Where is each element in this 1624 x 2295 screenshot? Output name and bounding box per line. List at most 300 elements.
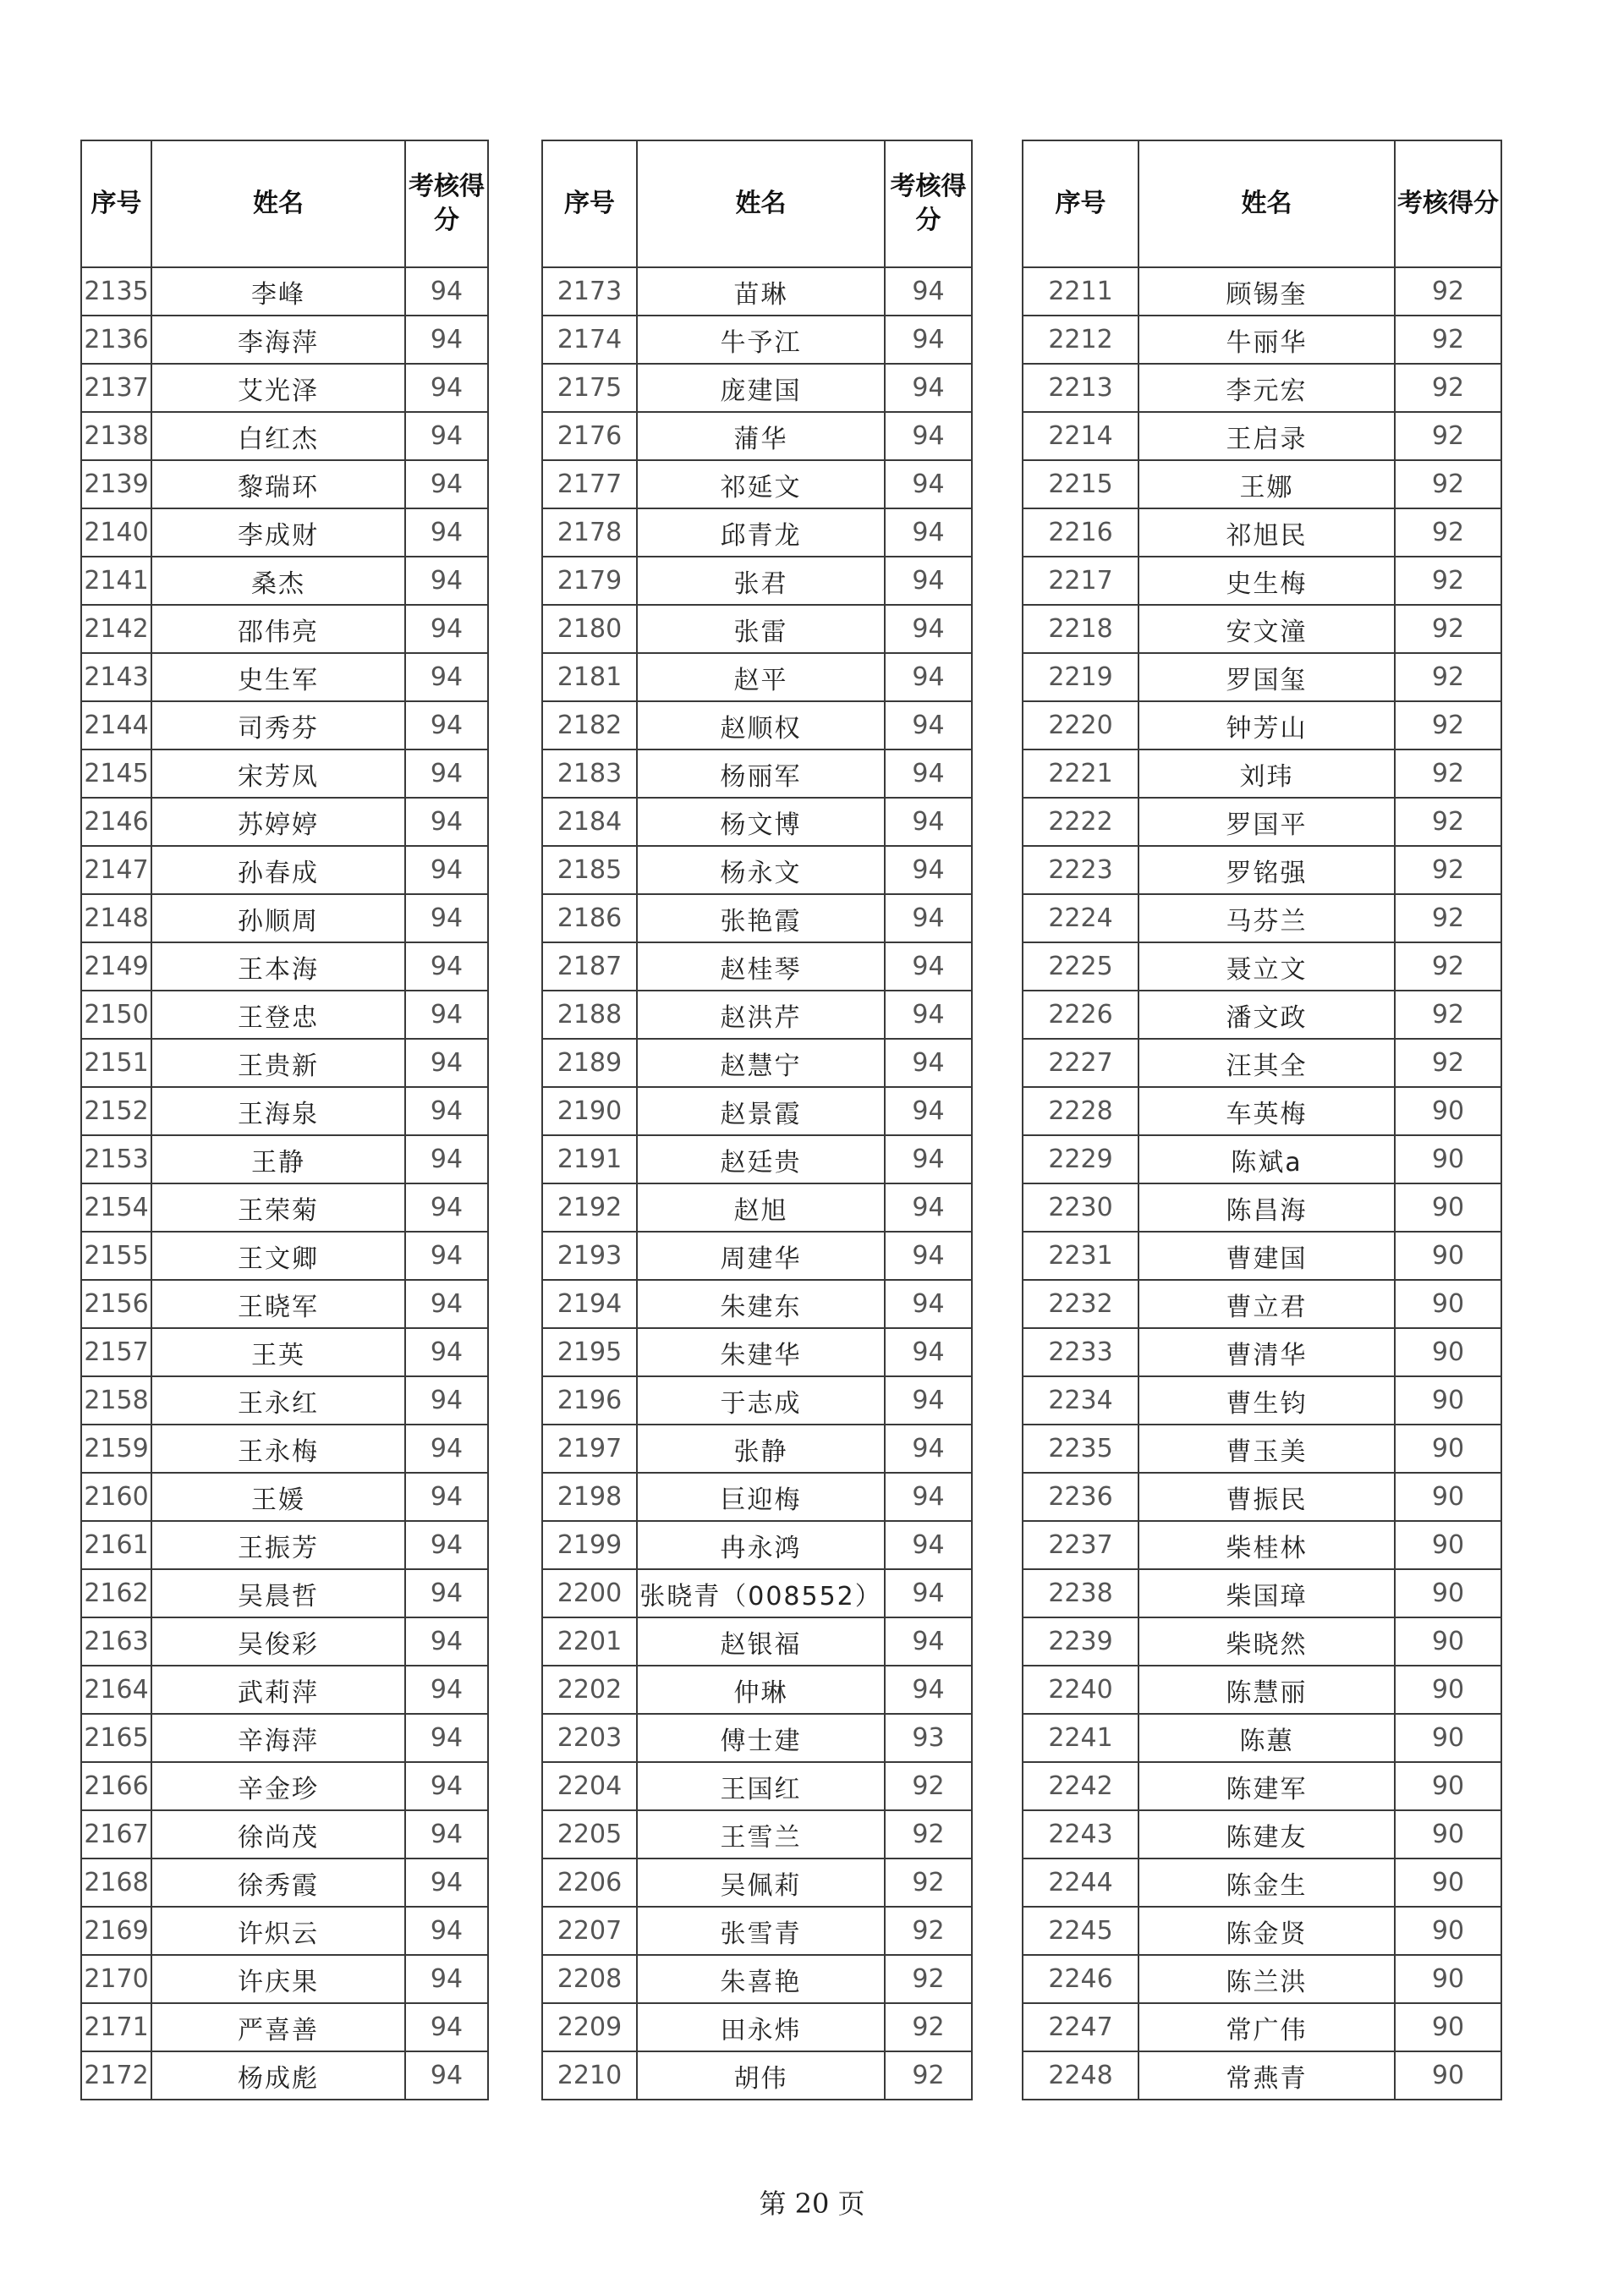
row-name: 张晓青（008552） <box>637 1569 885 1617</box>
row-score: 90 <box>1395 2051 1501 2100</box>
row-name: 辛海萍 <box>151 1714 405 1762</box>
row-name: 曹振民 <box>1138 1473 1395 1521</box>
row-seq: 2156 <box>81 1280 151 1328</box>
row-score: 94 <box>405 267 488 316</box>
row-name: 司秀芬 <box>151 701 405 749</box>
header-row <box>1023 140 1501 267</box>
row-seq: 2200 <box>542 1569 637 1617</box>
row-score: 90 <box>1395 1762 1501 1810</box>
row-seq: 2176 <box>542 412 637 460</box>
row-name: 王媛 <box>151 1473 405 1521</box>
row-score: 94 <box>405 2003 488 2051</box>
row-seq: 2137 <box>81 364 151 412</box>
row-score: 92 <box>1395 894 1501 942</box>
row-name: 田永炜 <box>637 2003 885 2051</box>
row-seq: 2185 <box>542 846 637 894</box>
table-row <box>542 1135 972 1183</box>
row-score: 94 <box>405 460 488 508</box>
row-score: 94 <box>405 1328 488 1376</box>
row-seq: 2199 <box>542 1521 637 1569</box>
row-seq: 2163 <box>81 1617 151 1666</box>
table-row <box>81 701 488 749</box>
table-row <box>81 1425 488 1473</box>
row-seq: 2210 <box>542 2051 637 2100</box>
row-seq: 2177 <box>542 460 637 508</box>
row-seq: 2245 <box>1023 1907 1138 1955</box>
row-seq: 2161 <box>81 1521 151 1569</box>
row-name: 朱建东 <box>637 1280 885 1328</box>
row-seq: 2142 <box>81 605 151 653</box>
row-seq: 2223 <box>1023 846 1138 894</box>
row-score: 94 <box>405 1425 488 1473</box>
row-score: 92 <box>885 1810 972 1859</box>
row-score: 94 <box>885 1521 972 1569</box>
row-name: 陈建友 <box>1138 1810 1395 1859</box>
table-row <box>1023 1907 1501 1955</box>
row-seq: 2157 <box>81 1328 151 1376</box>
row-seq: 2153 <box>81 1135 151 1183</box>
row-name: 王振芳 <box>151 1521 405 1569</box>
row-seq: 2141 <box>81 557 151 605</box>
table-row <box>1023 2003 1501 2051</box>
row-seq: 2224 <box>1023 894 1138 942</box>
row-score: 94 <box>885 1617 972 1666</box>
table-row <box>81 1280 488 1328</box>
row-seq: 2205 <box>542 1810 637 1859</box>
header-row <box>81 140 488 267</box>
row-name: 陈蕙 <box>1138 1714 1395 1762</box>
table-row <box>1023 1087 1501 1135</box>
row-name: 陈兰洪 <box>1138 1955 1395 2003</box>
table-row <box>81 2051 488 2100</box>
row-score: 94 <box>885 653 972 701</box>
row-seq: 2182 <box>542 701 637 749</box>
row-name: 罗国玺 <box>1138 653 1395 701</box>
row-name: 吴佩莉 <box>637 1859 885 1907</box>
table-row <box>1023 1955 1501 2003</box>
row-score: 90 <box>1395 1617 1501 1666</box>
table-row <box>1023 798 1501 846</box>
row-score: 94 <box>885 412 972 460</box>
row-seq: 2159 <box>81 1425 151 1473</box>
row-name: 常燕青 <box>1138 2051 1395 2100</box>
header-seq: 序号 <box>81 140 151 267</box>
table-row <box>1023 1569 1501 1617</box>
row-seq: 2217 <box>1023 557 1138 605</box>
row-score: 94 <box>405 846 488 894</box>
score-table-3 <box>1022 140 1502 2100</box>
row-score: 90 <box>1395 1280 1501 1328</box>
row-seq: 2232 <box>1023 1280 1138 1328</box>
table-row <box>542 267 972 316</box>
row-name: 宋芳凤 <box>151 749 405 798</box>
table-row <box>1023 605 1501 653</box>
row-name: 安文潼 <box>1138 605 1395 653</box>
row-score: 92 <box>1395 1039 1501 1087</box>
row-name: 李峰 <box>151 267 405 316</box>
row-name: 陈金贤 <box>1138 1907 1395 1955</box>
row-name: 王国红 <box>637 1762 885 1810</box>
row-seq: 2152 <box>81 1087 151 1135</box>
table-row <box>81 1087 488 1135</box>
row-seq: 2216 <box>1023 508 1138 557</box>
row-name: 朱喜艳 <box>637 1955 885 2003</box>
row-score: 94 <box>405 701 488 749</box>
row-score: 94 <box>885 701 972 749</box>
row-name: 张君 <box>637 557 885 605</box>
table-row <box>81 364 488 412</box>
row-seq: 2234 <box>1023 1376 1138 1425</box>
row-score: 94 <box>405 991 488 1039</box>
row-score: 94 <box>405 1473 488 1521</box>
row-name: 蒲华 <box>637 412 885 460</box>
row-score: 94 <box>405 1617 488 1666</box>
row-name: 武莉萍 <box>151 1666 405 1714</box>
header-row <box>542 140 972 267</box>
table-row <box>542 1328 972 1376</box>
table-row <box>1023 1810 1501 1859</box>
row-score: 94 <box>405 942 488 991</box>
table-row <box>1023 1617 1501 1666</box>
table-row <box>542 1859 972 1907</box>
row-seq: 2179 <box>542 557 637 605</box>
row-score: 90 <box>1395 1907 1501 1955</box>
table-row <box>542 364 972 412</box>
row-name: 孙春成 <box>151 846 405 894</box>
row-name: 聂立文 <box>1138 942 1395 991</box>
row-seq: 2211 <box>1023 267 1138 316</box>
row-seq: 2165 <box>81 1714 151 1762</box>
table-row <box>81 557 488 605</box>
row-seq: 2190 <box>542 1087 637 1135</box>
row-name: 严喜善 <box>151 2003 405 2051</box>
row-score: 92 <box>1395 653 1501 701</box>
table-row <box>542 701 972 749</box>
row-seq: 2242 <box>1023 1762 1138 1810</box>
row-score: 90 <box>1395 1183 1501 1232</box>
row-score: 92 <box>1395 267 1501 316</box>
row-name: 曹立君 <box>1138 1280 1395 1328</box>
row-name: 王永梅 <box>151 1425 405 1473</box>
table-row <box>1023 1666 1501 1714</box>
row-score: 92 <box>1395 846 1501 894</box>
row-name: 祁延文 <box>637 460 885 508</box>
row-name: 王雪兰 <box>637 1810 885 1859</box>
row-score: 94 <box>405 653 488 701</box>
row-score: 94 <box>405 364 488 412</box>
row-seq: 2221 <box>1023 749 1138 798</box>
row-name: 赵桂琴 <box>637 942 885 991</box>
table-row <box>542 316 972 364</box>
row-seq: 2233 <box>1023 1328 1138 1376</box>
row-seq: 2203 <box>542 1714 637 1762</box>
row-score: 94 <box>405 1183 488 1232</box>
row-name: 朱建华 <box>637 1328 885 1376</box>
row-seq: 2144 <box>81 701 151 749</box>
row-name: 王晓军 <box>151 1280 405 1328</box>
row-name: 常广伟 <box>1138 2003 1395 2051</box>
header-score: 考核得分 <box>405 140 488 267</box>
table-row <box>81 1376 488 1425</box>
row-name: 潘文政 <box>1138 991 1395 1039</box>
row-seq: 2173 <box>542 267 637 316</box>
page-number: 第 20 页 <box>759 2188 865 2220</box>
row-score: 92 <box>885 2051 972 2100</box>
table-row <box>542 1183 972 1232</box>
table-row <box>81 508 488 557</box>
row-score: 94 <box>405 1135 488 1183</box>
row-name: 白红杰 <box>151 412 405 460</box>
table-row <box>1023 653 1501 701</box>
row-score: 94 <box>405 894 488 942</box>
header-name: 姓名 <box>1138 140 1395 267</box>
row-score: 90 <box>1395 1135 1501 1183</box>
row-name: 王本海 <box>151 942 405 991</box>
row-seq: 2174 <box>542 316 637 364</box>
row-score: 90 <box>1395 1473 1501 1521</box>
table-row <box>81 749 488 798</box>
header-score: 考核得分 <box>885 140 972 267</box>
row-seq: 2180 <box>542 605 637 653</box>
table-row <box>1023 846 1501 894</box>
table-row <box>542 605 972 653</box>
row-name: 杨文博 <box>637 798 885 846</box>
row-seq: 2158 <box>81 1376 151 1425</box>
row-score: 94 <box>405 1521 488 1569</box>
row-name: 曹建国 <box>1138 1232 1395 1280</box>
row-score: 92 <box>1395 460 1501 508</box>
table-row <box>1023 1425 1501 1473</box>
row-name: 罗国平 <box>1138 798 1395 846</box>
row-seq: 2194 <box>542 1280 637 1328</box>
row-score: 94 <box>405 798 488 846</box>
row-score: 94 <box>885 1039 972 1087</box>
row-name: 王登忠 <box>151 991 405 1039</box>
table-row <box>1023 942 1501 991</box>
row-score: 94 <box>885 1376 972 1425</box>
row-score: 92 <box>1395 557 1501 605</box>
row-score: 94 <box>405 1376 488 1425</box>
row-name: 顾锡奎 <box>1138 267 1395 316</box>
row-name: 张艳霞 <box>637 894 885 942</box>
row-name: 张静 <box>637 1425 885 1473</box>
row-seq: 2168 <box>81 1859 151 1907</box>
row-score: 92 <box>1395 749 1501 798</box>
row-score: 94 <box>885 749 972 798</box>
row-name: 王启录 <box>1138 412 1395 460</box>
row-name: 陈慧丽 <box>1138 1666 1395 1714</box>
row-seq: 2181 <box>542 653 637 701</box>
row-name: 吴俊彩 <box>151 1617 405 1666</box>
row-score: 94 <box>405 605 488 653</box>
table-row <box>542 991 972 1039</box>
table-row <box>1023 1473 1501 1521</box>
table-row <box>542 749 972 798</box>
row-seq: 2172 <box>81 2051 151 2100</box>
row-seq: 2150 <box>81 991 151 1039</box>
row-score: 90 <box>1395 1328 1501 1376</box>
row-seq: 2215 <box>1023 460 1138 508</box>
row-name: 陈昌海 <box>1138 1183 1395 1232</box>
row-seq: 2171 <box>81 2003 151 2051</box>
table-row <box>542 894 972 942</box>
row-seq: 2207 <box>542 1907 637 1955</box>
table-row <box>81 942 488 991</box>
table-row <box>542 1232 972 1280</box>
row-name: 邱青龙 <box>637 508 885 557</box>
row-score: 92 <box>1395 605 1501 653</box>
row-seq: 2155 <box>81 1232 151 1280</box>
table-row <box>81 1907 488 1955</box>
table-row <box>1023 508 1501 557</box>
table-row <box>81 1714 488 1762</box>
table-row <box>81 894 488 942</box>
row-score: 94 <box>405 1955 488 2003</box>
row-name: 张雷 <box>637 605 885 653</box>
row-seq: 2135 <box>81 267 151 316</box>
table-row <box>81 1617 488 1666</box>
row-score: 90 <box>1395 1376 1501 1425</box>
row-score: 94 <box>405 1087 488 1135</box>
row-score: 94 <box>885 508 972 557</box>
row-name: 许炽云 <box>151 1907 405 1955</box>
row-name: 陈建军 <box>1138 1762 1395 1810</box>
table-row <box>1023 1232 1501 1280</box>
row-seq: 2198 <box>542 1473 637 1521</box>
table-row <box>542 1810 972 1859</box>
table-row <box>81 1135 488 1183</box>
row-seq: 2243 <box>1023 1810 1138 1859</box>
row-score: 92 <box>885 2003 972 2051</box>
table-row <box>81 1666 488 1714</box>
row-name: 赵景霞 <box>637 1087 885 1135</box>
row-name: 柴桂林 <box>1138 1521 1395 1569</box>
row-name: 仲琳 <box>637 1666 885 1714</box>
row-score: 90 <box>1395 1666 1501 1714</box>
row-seq: 2166 <box>81 1762 151 1810</box>
row-score: 94 <box>885 991 972 1039</box>
row-name: 王海泉 <box>151 1087 405 1135</box>
row-seq: 2143 <box>81 653 151 701</box>
table-row <box>542 1907 972 1955</box>
row-seq: 2140 <box>81 508 151 557</box>
row-score: 92 <box>885 1907 972 1955</box>
row-seq: 2238 <box>1023 1569 1138 1617</box>
row-name: 王荣菊 <box>151 1183 405 1232</box>
row-seq: 2191 <box>542 1135 637 1183</box>
row-score: 94 <box>885 1280 972 1328</box>
row-seq: 2208 <box>542 1955 637 2003</box>
row-name: 王贵新 <box>151 1039 405 1087</box>
row-score: 90 <box>1395 1232 1501 1280</box>
row-seq: 2139 <box>81 460 151 508</box>
table-row <box>542 1955 972 2003</box>
row-seq: 2178 <box>542 508 637 557</box>
row-score: 94 <box>405 1569 488 1617</box>
row-score: 92 <box>1395 798 1501 846</box>
row-score: 94 <box>405 557 488 605</box>
row-seq: 2183 <box>542 749 637 798</box>
row-score: 94 <box>885 942 972 991</box>
row-seq: 2241 <box>1023 1714 1138 1762</box>
row-score: 94 <box>885 1135 972 1183</box>
row-score: 94 <box>885 1232 972 1280</box>
row-seq: 2160 <box>81 1473 151 1521</box>
row-score: 90 <box>1395 1810 1501 1859</box>
row-seq: 2214 <box>1023 412 1138 460</box>
table-row <box>1023 267 1501 316</box>
row-name: 巨迎梅 <box>637 1473 885 1521</box>
row-seq: 2204 <box>542 1762 637 1810</box>
table-row <box>81 1039 488 1087</box>
row-seq: 2184 <box>542 798 637 846</box>
row-score: 92 <box>1395 316 1501 364</box>
table-row <box>542 1425 972 1473</box>
table-row <box>542 1762 972 1810</box>
header-seq: 序号 <box>542 140 637 267</box>
row-name: 曹玉美 <box>1138 1425 1395 1473</box>
row-name: 赵顺权 <box>637 701 885 749</box>
row-seq: 2209 <box>542 2003 637 2051</box>
row-score: 92 <box>1395 991 1501 1039</box>
table-row <box>1023 412 1501 460</box>
table-row <box>542 1569 972 1617</box>
row-name: 周建华 <box>637 1232 885 1280</box>
table-row <box>1023 1762 1501 1810</box>
row-name: 牛予江 <box>637 316 885 364</box>
row-name: 赵慧宁 <box>637 1039 885 1087</box>
table-row <box>1023 557 1501 605</box>
table-row <box>1023 1280 1501 1328</box>
row-seq: 2226 <box>1023 991 1138 1039</box>
row-seq: 2136 <box>81 316 151 364</box>
table-row <box>542 653 972 701</box>
row-seq: 2169 <box>81 1907 151 1955</box>
row-name: 杨永文 <box>637 846 885 894</box>
row-score: 94 <box>405 508 488 557</box>
row-seq: 2230 <box>1023 1183 1138 1232</box>
row-seq: 2237 <box>1023 1521 1138 1569</box>
row-score: 94 <box>885 1473 972 1521</box>
row-seq: 2222 <box>1023 798 1138 846</box>
row-seq: 2187 <box>542 942 637 991</box>
row-seq: 2229 <box>1023 1135 1138 1183</box>
row-seq: 2146 <box>81 798 151 846</box>
row-name: 陈金生 <box>1138 1859 1395 1907</box>
row-name: 赵银福 <box>637 1617 885 1666</box>
header-name: 姓名 <box>637 140 885 267</box>
row-score: 94 <box>885 1328 972 1376</box>
table-row <box>81 605 488 653</box>
row-name: 徐秀霞 <box>151 1859 405 1907</box>
row-name: 杨成彪 <box>151 2051 405 2100</box>
table-row <box>542 1666 972 1714</box>
row-score: 90 <box>1395 2003 1501 2051</box>
row-score: 94 <box>885 316 972 364</box>
row-name: 王静 <box>151 1135 405 1183</box>
row-score: 94 <box>885 1425 972 1473</box>
row-score: 92 <box>1395 412 1501 460</box>
row-seq: 2239 <box>1023 1617 1138 1666</box>
row-name: 史生梅 <box>1138 557 1395 605</box>
row-name: 辛金珍 <box>151 1762 405 1810</box>
row-score: 94 <box>405 1714 488 1762</box>
table-row <box>1023 364 1501 412</box>
row-name: 苏婷婷 <box>151 798 405 846</box>
row-seq: 2167 <box>81 1810 151 1859</box>
table-row <box>1023 1376 1501 1425</box>
table-row <box>542 1521 972 1569</box>
